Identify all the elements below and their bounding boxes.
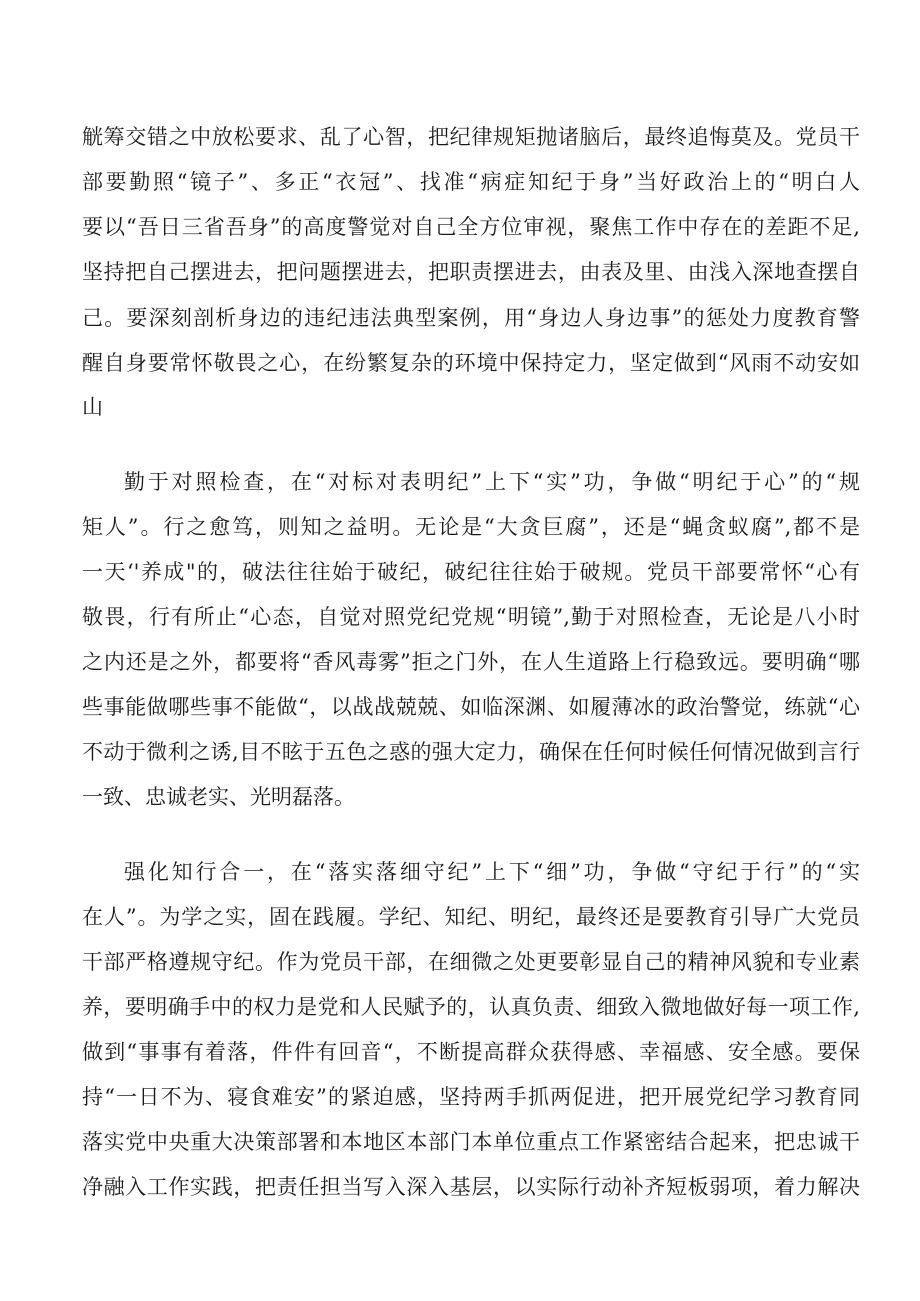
paragraph-3-line-1: 强化知行合一，在“落实落细守纪”上下“细”功，争做“守纪于行”的“实: [124, 860, 860, 884]
paragraph-1-line-6: 醒自身要常怀敬畏之心，在纷繁复杂的环境中保持定力，坚定做到“风雨不动安如: [82, 351, 860, 375]
paragraph-1-line-3: 要以“吾日三省吾身”的高度警觉对自己全方位审视，聚焦工作中存在的差距不足,: [82, 215, 860, 239]
paragraph-2-line-4: 敬畏，行有所止“心态，自觉对照党纪党规“明镜”,勤于对照检查，无论是八小时: [82, 605, 860, 629]
paragraph-2-line-1: 勤于对照检查，在“对标对表明纪”上下“实”功，争做“明纪于心”的“规: [124, 470, 860, 494]
paragraph-1-line-7: 山: [82, 395, 103, 419]
paragraph-3-line-2: 在人”。为学之实，固在践履。学纪、知纪、明纪，最终还是要教育引导广大党员: [82, 905, 860, 929]
paragraph-3-line-6: 持“一日不为、寝食难安”的紧迫感，坚持两手抓两促进，把开展党纪学习教育同: [82, 1085, 860, 1109]
paragraph-3-line-8: 净融入工作实践，把责任担当写入深入基层，以实际行动补齐短板弱项，着力解决: [82, 1175, 860, 1199]
paragraph-2-line-5: 之内还是之外，都要将“香风毒雾”拒之门外，在人生道路上行稳致远。要明确“哪: [82, 650, 860, 674]
paragraph-1-line-5: 己。要深刻剖析身边的违纪违法典型案例，用“身边人身边事”的惩处力度教育警: [82, 306, 860, 330]
paragraph-1-line-4: 坚持把自己摆进去，把问题摆进去，把职责摆进去，由表及里、由浅入深地查摆自: [82, 260, 860, 284]
paragraph-2-line-2: 矩人”。行之愈笃，则知之益明。无论是“大贪巨腐”，还是“蝇贪蚁腐”,都不是: [82, 515, 860, 539]
paragraph-1-line-2: 部要勤照“镜子”、多正“衣冠”、找准“病症知纪于身”当好政治上的“明白人: [82, 170, 860, 194]
paragraph-3-line-4: 养，要明确手中的权力是党和人民赋予的，认真负责、细致入微地做好每一项工作,: [82, 995, 860, 1019]
paragraph-2-line-3: 一天‘'养成"的，破法往往始于破纪，破纪往往始于破规。党员干部要常怀“心有: [82, 560, 860, 584]
paragraph-3-line-5: 做到“事事有着落，件件有回音“，不断提高群众获得感、幸福感、安全感。要保: [82, 1040, 860, 1064]
paragraph-2-line-7: 不动于微利之诱,目不眩于五色之惑的强大定力，确保在任何时候任何情况做到言行: [82, 740, 860, 764]
paragraph-3-line-7: 落实党中央重大决策部署和本地区本部门本单位重点工作紧密结合起来，把忠诚干: [82, 1130, 860, 1154]
paragraph-3-line-3: 干部严格遵规守纪。作为党员干部，在细微之处更要彰显自己的精神风貌和专业素: [82, 950, 860, 974]
paragraph-1-line-1: 觥筹交错之中放松要求、乱了心智，把纪律规矩抛诸脑后，最终追悔莫及。党员干: [82, 125, 860, 149]
paragraph-2-line-8: 一致、忠诚老实、光明磊落。: [82, 785, 355, 809]
paragraph-2-line-6: 些事能做哪些事不能做“，以战战兢兢、如临深渊、如履薄冰的政治警觉，练就“心: [82, 695, 860, 719]
